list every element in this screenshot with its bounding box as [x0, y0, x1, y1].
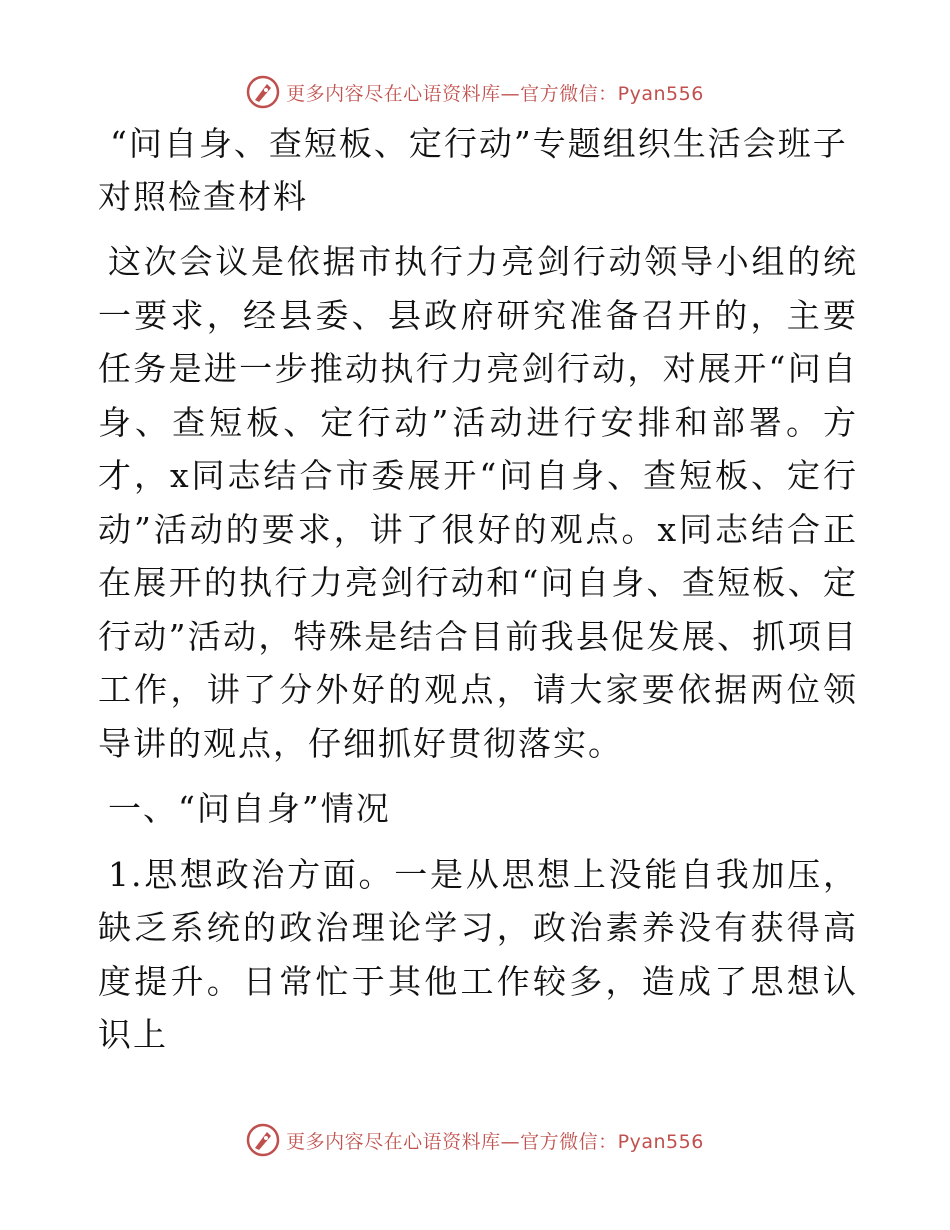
pen-nib-logo-icon: [246, 1123, 280, 1157]
footer-banner: [0, 1120, 950, 1160]
document-body: [98, 117, 858, 1062]
pen-nib-logo-icon: [246, 75, 280, 109]
document-title: “问自身、查短板、定行动”专题组织生活会班子对照检查材料: [98, 124, 848, 216]
footer-banner-text: 更多内容尽在心语资料库—官方微信：Pyan556: [286, 1130, 704, 1153]
section-heading: 一、“问自身”情况: [108, 789, 391, 828]
intro-paragraph: 这次会议是依据市执行力亮剑行动领导小组的统一要求，经县委、县政府研究准备召开的，主要任务是进一步推动执行力亮剑行动，对展开“问自身、查短板、定行动”活动进行安排和部署。方才，x同志结合市委展开“问自身、查短板、定行动”活动的要求，讲了很好的观点。x同志结合正在展开的执行力亮剑行动和“问自身、查短板、定行动”活动，特殊是结合目前我县促发展、抓项目工作，讲了分外好的观点，请大家要依据两位领导讲的观点，仔细抓好贯彻落实。: [98, 242, 858, 763]
header-banner: [0, 72, 950, 112]
point-paragraph: 1.思想政治方面。一是从思想上没能自我加压，缺乏系统的政治理论学习，政治素养没有获得高度提升。日常忙于其他工作较多，造成了思想认识上: [98, 854, 858, 1054]
header-banner-text: 更多内容尽在心语资料库—官方微信：Pyan556: [286, 82, 704, 105]
